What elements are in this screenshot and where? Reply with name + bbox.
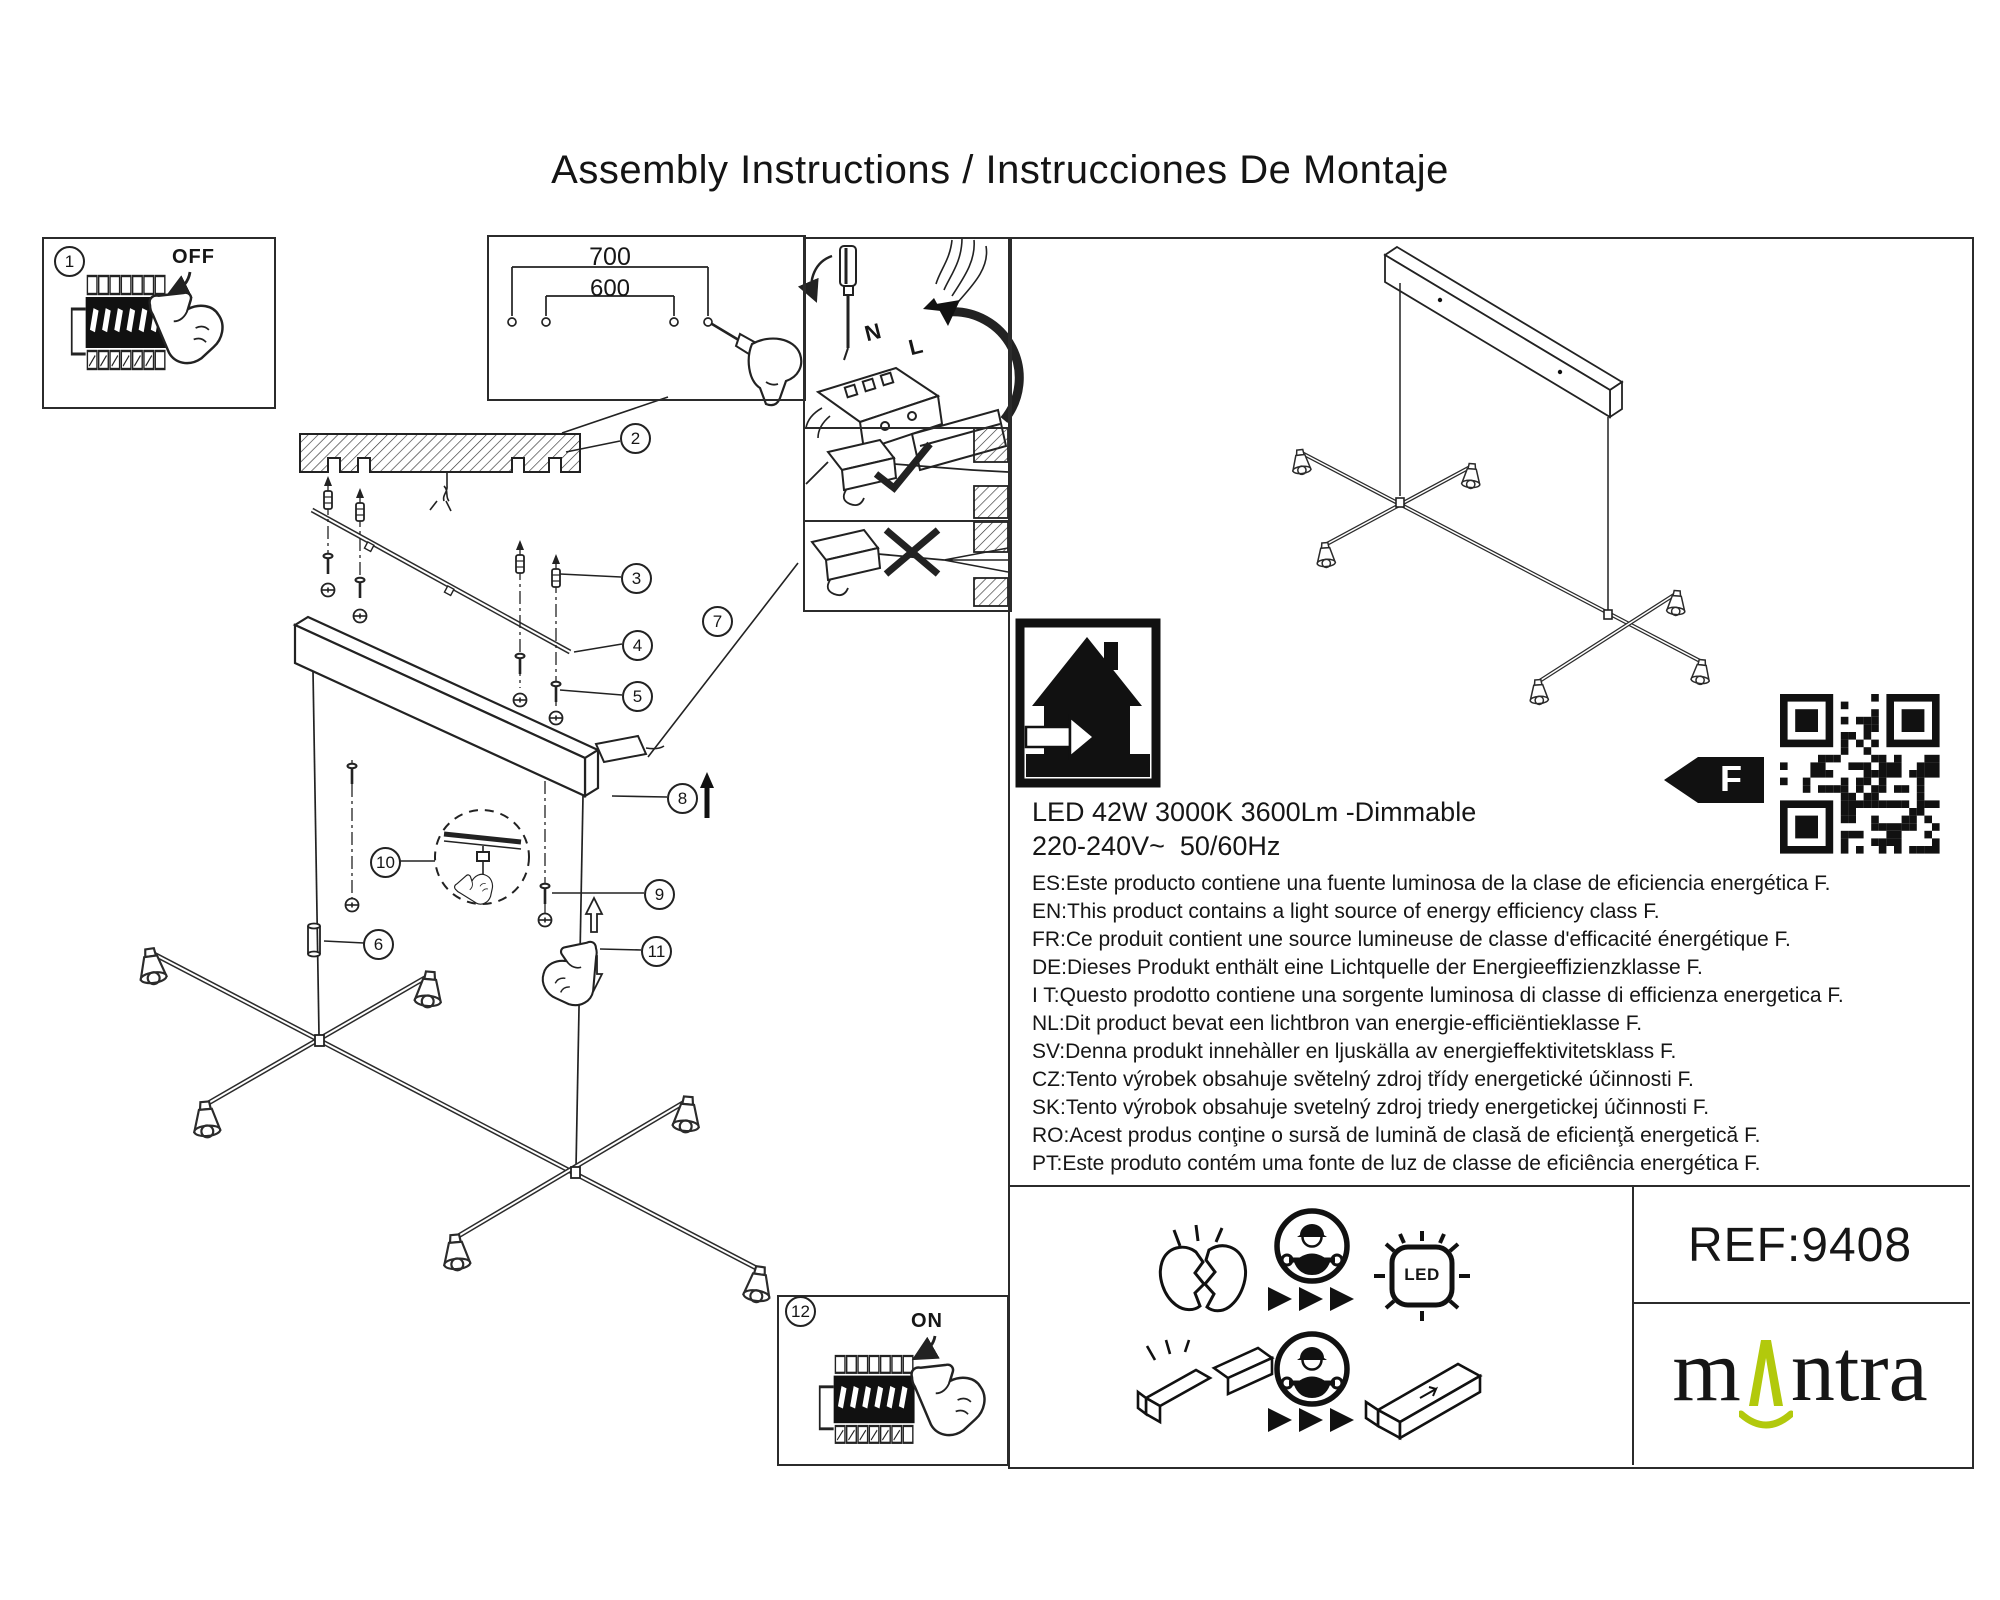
lang-es: ES:Este producto contiene una fuente luminosa de la clase de eficiencia energética F.	[1032, 872, 1831, 895]
replace-arrows-icon	[1268, 1287, 1354, 1311]
wrong-connection-drawing	[812, 522, 1008, 606]
spotlight-head	[1529, 679, 1549, 705]
wiring-detail-drawing	[806, 238, 1019, 606]
mounting-rail	[312, 510, 570, 652]
lang-sv: SV:Denna produkt innehàller en ljuskälla av energieffektivitetsklass F.	[1032, 1040, 1677, 1063]
step-callout-7: 7	[702, 606, 733, 637]
lang-de: DE:Dieses Produkt enthält eine Lichtquelle der Energieeffizienzklasse F.	[1032, 956, 1703, 979]
up-arrow-icon	[700, 772, 714, 818]
finished-lamp-overview	[1291, 247, 1711, 705]
spotlight-head	[743, 1265, 774, 1304]
step-callout-2: 2	[620, 423, 651, 454]
spotlight-head	[192, 1101, 221, 1139]
broken-driver-icon	[1138, 1340, 1272, 1422]
step-callout-9: 9	[644, 879, 675, 910]
spotlight-head	[442, 1234, 471, 1272]
step-callout-10: 10	[370, 847, 401, 878]
replace-arrows-icon	[1268, 1408, 1354, 1432]
exploded-assembly-drawing	[137, 397, 798, 1304]
mains-wires	[936, 238, 987, 302]
breaker-off-drawing	[72, 272, 223, 369]
breaker-on-drawing	[820, 1336, 985, 1443]
terminal-line-label: L	[906, 332, 926, 361]
spotlight-head	[1291, 449, 1311, 475]
step-callout-8: 8	[667, 783, 698, 814]
spotlight-head	[414, 971, 443, 1009]
led-lamp-icon-label: LED	[1404, 1265, 1440, 1284]
terminal-neutral-label: N	[862, 318, 884, 347]
step-callout-12: 12	[785, 1296, 816, 1327]
lang-sk: SK:Tento výrobok obsahuje svetelný zdroj triedy energetickej účinnosti F.	[1032, 1096, 1710, 1119]
breaker-on-label: ON	[911, 1310, 943, 1332]
brand-suffix: ntra	[1790, 1323, 1928, 1420]
led-driver-icon	[1366, 1364, 1480, 1438]
cross-icon	[886, 530, 938, 574]
lamp-frame-large	[137, 947, 774, 1304]
correct-connection-drawing	[806, 428, 1008, 518]
energy-class-statements	[1032, 870, 1947, 1178]
spotlight-head	[1691, 659, 1711, 685]
energy-class-letter: F	[1720, 758, 1742, 799]
lang-it: I T:Questo prodotto contiene una sorgente luminosa di classe di efficienza energetica F.	[1032, 984, 1844, 1007]
suspension-cable-left	[313, 671, 319, 1035]
lang-cz: CZ:Tento výrobek obsahuje světelný zdroj třídy energetické účinnosti F.	[1032, 1068, 1694, 1091]
service-icons	[1138, 1211, 1480, 1438]
drilling-template-drawing	[508, 267, 801, 405]
step-callout-4: 4	[622, 630, 653, 661]
lang-pt: PT:Este produto contém uma fonte de luz de classe de eficiência energética F.	[1032, 1152, 1761, 1175]
breaker-off-label: OFF	[172, 246, 215, 268]
step-callout-5: 5	[622, 681, 653, 712]
brand-prefix: m	[1672, 1323, 1741, 1420]
lang-en: EN:This product contains a light source of energy efficiency class F.	[1032, 900, 1660, 923]
lang-nl: NL:Dit product bevat een lichtbron van energie-efficiëntieklasse F.	[1032, 1012, 1643, 1035]
ceiling-wire	[430, 472, 451, 511]
qualified-technician-icon	[1277, 1211, 1347, 1281]
spotlight-head	[1316, 542, 1336, 568]
dimension-600-label: 600	[589, 275, 631, 302]
spotlight-head	[137, 947, 168, 986]
indoor-use-only-icon	[1020, 623, 1156, 783]
screwdriver-icon	[812, 246, 856, 360]
ceiling-section	[300, 434, 580, 472]
spec-line-1: LED 42W 3000K 3600Lm -Dimmable	[1032, 797, 1477, 827]
spotlight-head	[1666, 590, 1686, 616]
step-callout-1: 1	[54, 246, 85, 277]
qualified-technician-icon	[1277, 1334, 1347, 1404]
drill-icon	[712, 324, 801, 405]
dimension-700-label: 700	[589, 243, 631, 271]
mantra-logo	[1640, 1323, 1960, 1448]
product-specs	[1032, 795, 1947, 863]
lang-ro: RO:Acest produs conţine o sursă de lumină de clasă de eficienţă energetică F.	[1032, 1124, 1761, 1147]
step-callout-11: 11	[641, 936, 672, 967]
reference-number: REF:9408	[1687, 1219, 1913, 1272]
spotlight-head	[1461, 463, 1481, 489]
spotlight-head	[672, 1096, 701, 1134]
quick-connector	[596, 736, 664, 762]
broken-led-icon	[1160, 1225, 1245, 1311]
lang-fr: FR:Ce produit contient une source lumineuse de classe d'efficacité énergétique F.	[1032, 928, 1791, 951]
height-adjust-detail	[435, 810, 529, 912]
spec-line-2: 220-240V~ 50/60Hz	[1032, 831, 1281, 861]
step-callout-3: 3	[621, 563, 652, 594]
brand-caret-icon	[1739, 1330, 1793, 1448]
page-title: Assembly Instructions / Instrucciones De Montaje	[551, 148, 1449, 192]
step-callout-6: 6	[363, 929, 394, 960]
